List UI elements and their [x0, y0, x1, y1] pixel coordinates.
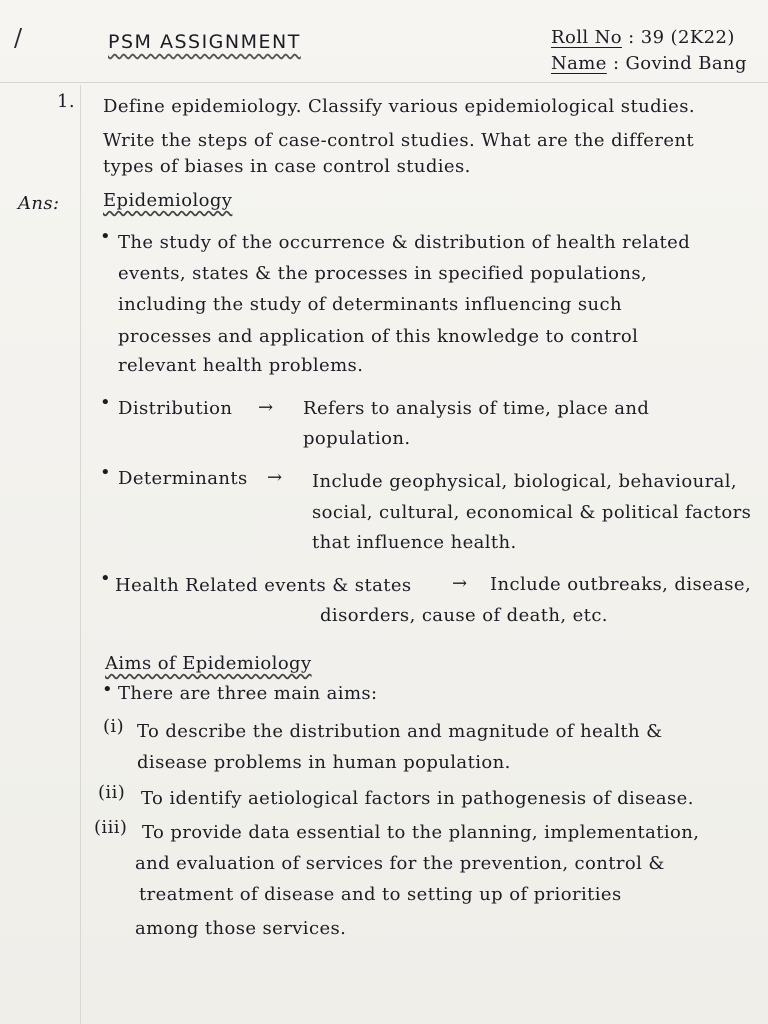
term-label: Determinants [118, 468, 248, 489]
aim-line: disease problems in human population. [137, 752, 511, 773]
margin-line [80, 85, 81, 1024]
aim-line: To provide data essential to the planning, implementation, [142, 822, 700, 843]
definition-line: events, states & the processes in specified populations, [118, 263, 648, 284]
question-number: 1. [57, 91, 75, 112]
term-description: social, cultural, economical & political factors [312, 502, 752, 523]
section-heading: Epidemiology [103, 190, 233, 211]
aim-number: (iii) [94, 817, 128, 838]
question-line: types of biases in case control studies. [103, 156, 471, 177]
term-description: population. [303, 428, 411, 449]
bullet: • [102, 679, 113, 700]
bullet: • [100, 462, 111, 483]
header-rule [0, 82, 768, 83]
definition-line: The study of the occurrence & distribution of health related [118, 232, 691, 253]
term-description: Include geophysical, biological, behavioural, [312, 471, 738, 492]
student-name [551, 53, 747, 74]
roll-number [551, 27, 735, 48]
question-line: Define epidemiology. Classify various epidemiological studies. [103, 96, 695, 117]
page-title: PSM ASSIGNMENT [108, 31, 301, 53]
roll-value: : 39 (2K22) [628, 27, 735, 48]
bullet: • [100, 226, 111, 247]
aims-intro: There are three main aims: [118, 683, 378, 704]
aim-number: (i) [103, 716, 125, 737]
term-description: that influence health. [312, 532, 517, 553]
bullet: • [100, 568, 111, 589]
bullet: • [100, 392, 111, 413]
aim-line: among those services. [135, 918, 347, 939]
question-line: Write the steps of case-control studies. What are the different [103, 130, 695, 151]
slash-mark: / [14, 24, 23, 52]
name-label: Name [551, 53, 607, 74]
term-description: Include outbreaks, disease, [490, 574, 752, 595]
aim-number: (ii) [98, 782, 126, 803]
definition-line: including the study of determinants influencing such [118, 294, 622, 315]
arrow-icon: → [258, 397, 274, 418]
term-description: Refers to analysis of time, place and [303, 398, 650, 419]
section-heading: Aims of Epidemiology [105, 653, 312, 674]
arrow-icon: → [267, 467, 283, 488]
definition-line: relevant health problems. [118, 355, 364, 376]
term-description: disorders, cause of death, etc. [320, 605, 608, 626]
answer-label: Ans: [18, 193, 60, 214]
aim-line: and evaluation of services for the prevention, control & [135, 853, 665, 874]
aim-line: To identify aetiological factors in pathogenesis of disease. [141, 788, 694, 809]
aim-line: To describe the distribution and magnitude of health & [137, 721, 663, 742]
name-value: : Govind Bang [612, 53, 747, 74]
term-label: Health Related events & states [115, 575, 412, 596]
arrow-icon: → [452, 573, 468, 594]
roll-label: Roll No [551, 27, 623, 48]
definition-line: processes and application of this knowledge to control [118, 326, 639, 347]
aim-line: treatment of disease and to setting up of priorities [139, 884, 622, 905]
term-label: Distribution [118, 398, 233, 419]
